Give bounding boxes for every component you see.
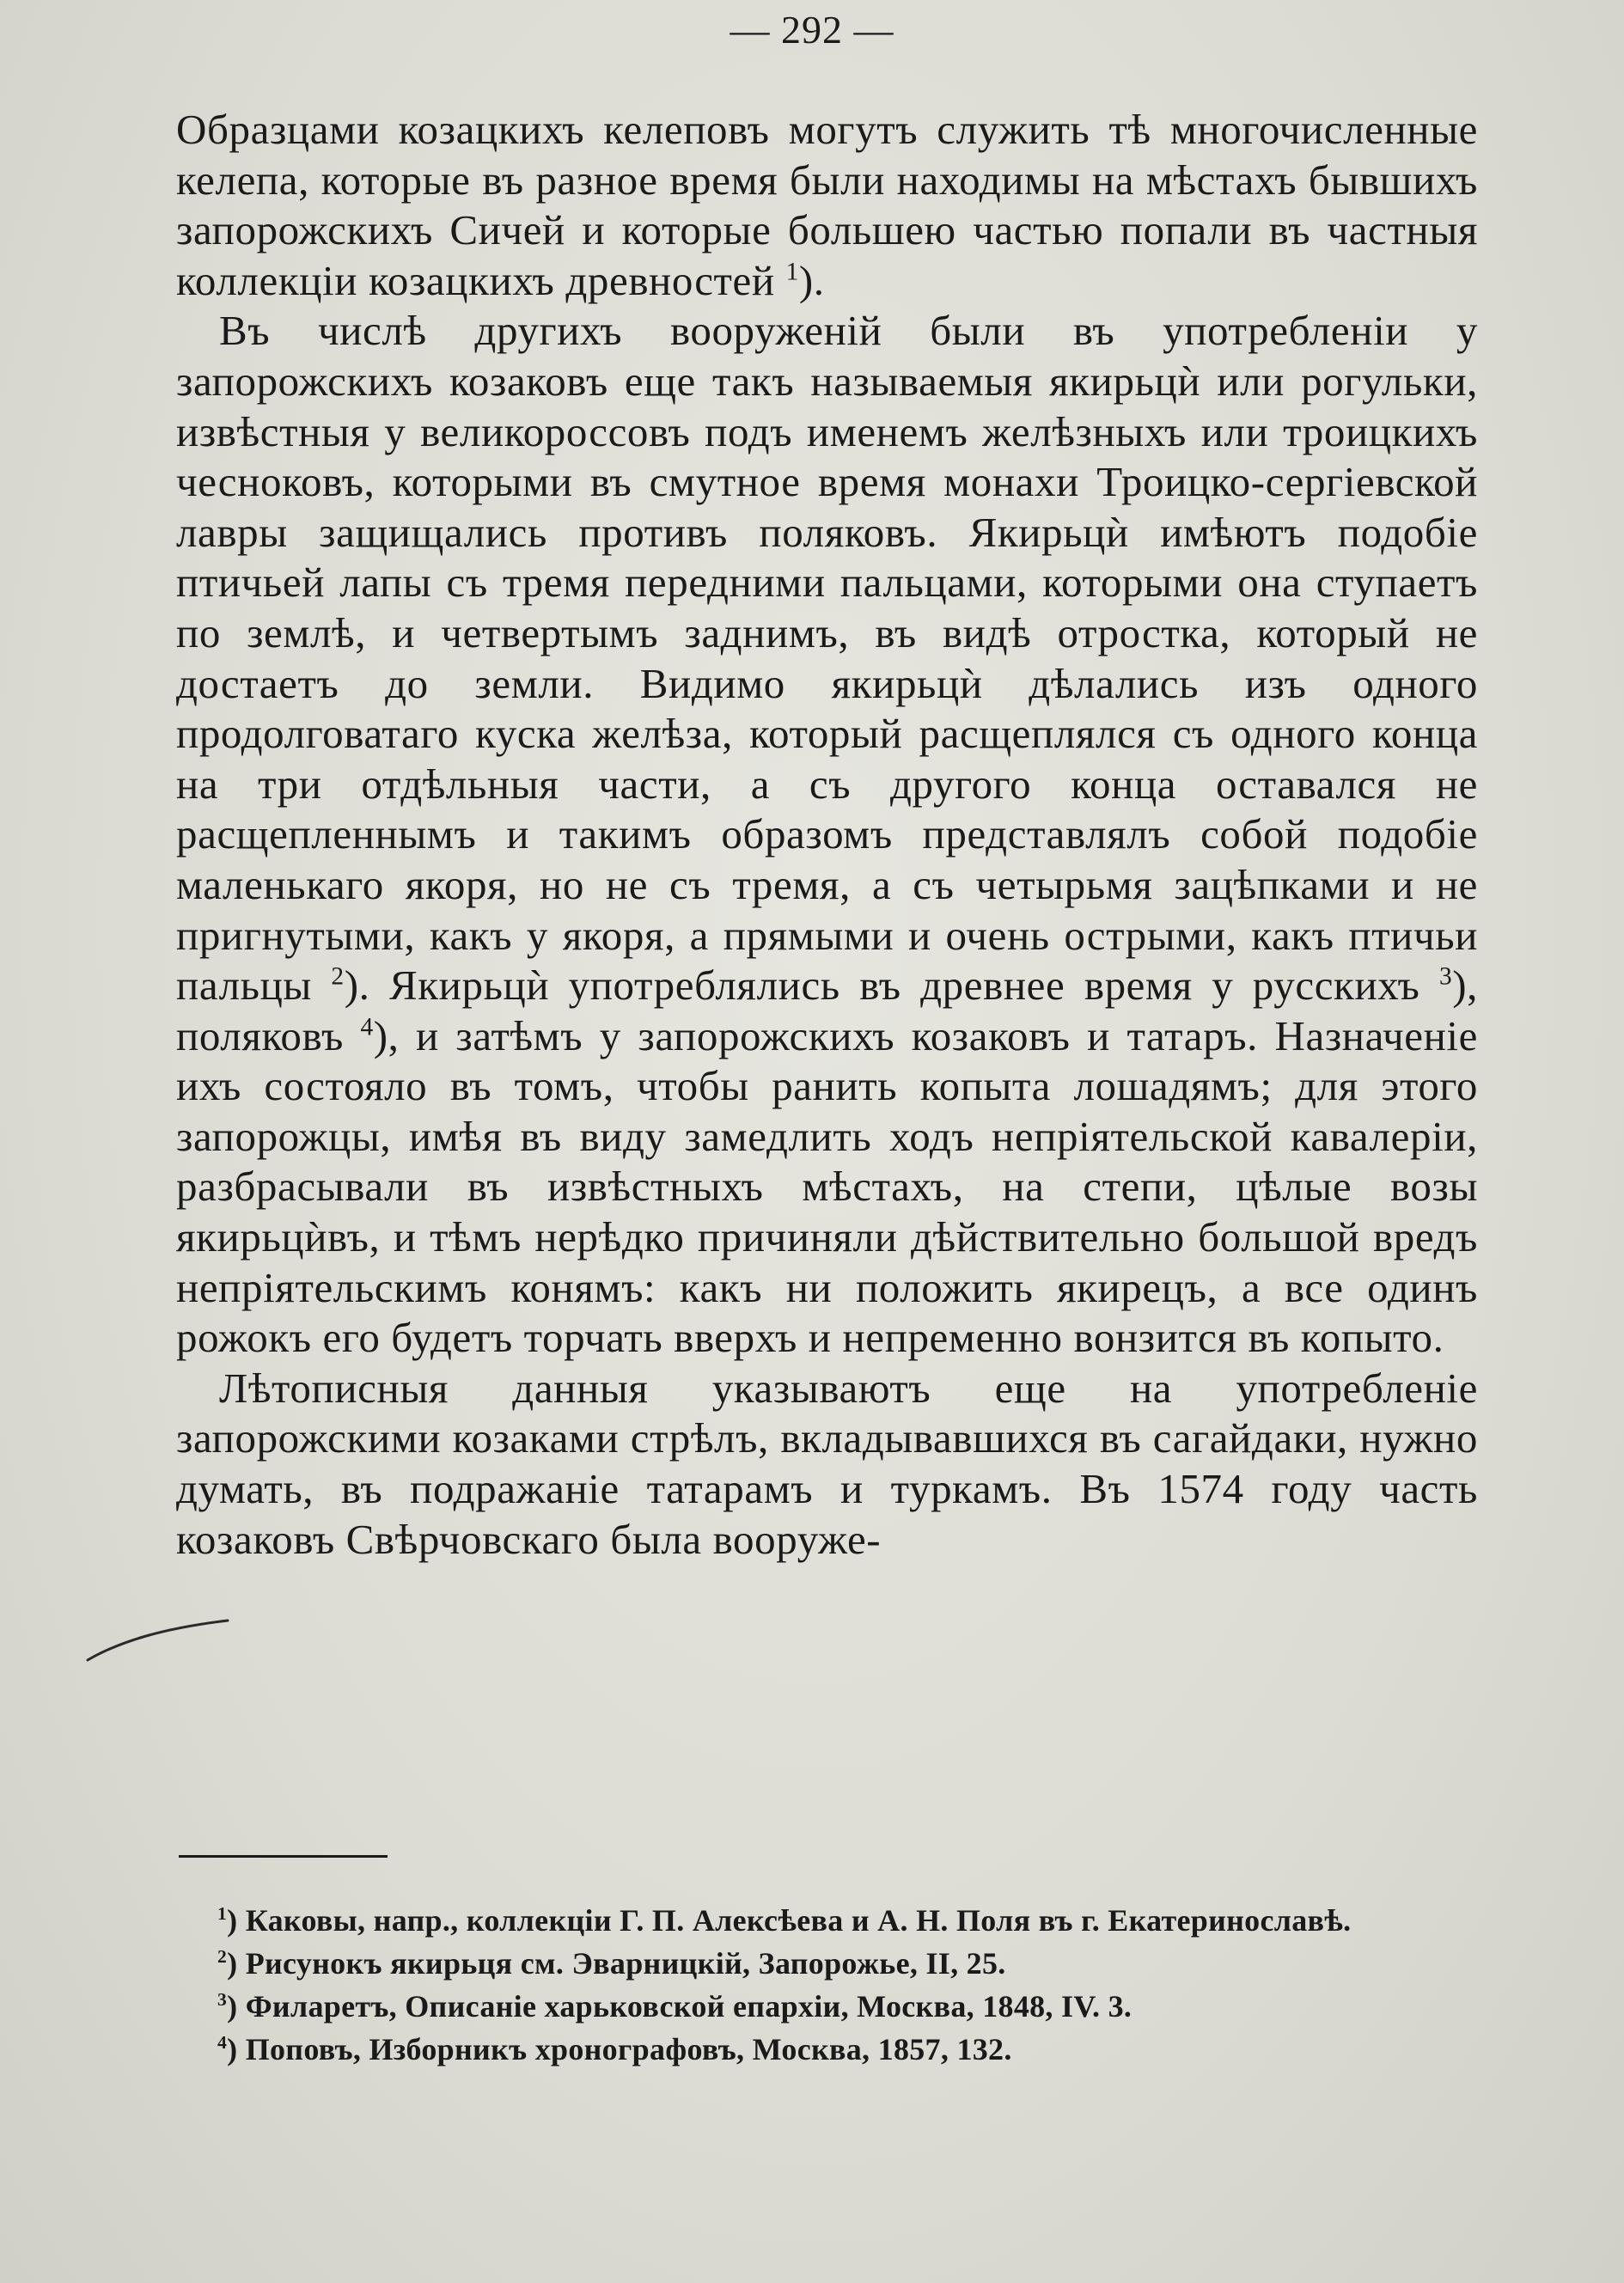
footnote-mark: 3 — [217, 1989, 228, 2010]
footnotes — [176, 1899, 1478, 2071]
paragraph-3 — [176, 1364, 1478, 1565]
paragraph-text: ). Якирьцѝ употреблялись въ древнее время у русскихъ — [344, 961, 1439, 1010]
footnote-mark: 1 — [217, 1903, 228, 1924]
footnote-separator — [179, 1855, 388, 1858]
footnote-text: Каковы, напр., коллекціи Г. П. Алексѣева и А. Н. Поля въ г. Екатеринославѣ. — [245, 1903, 1352, 1938]
footnote-ref: 3 — [1438, 962, 1453, 991]
footnote-text: Филаретъ, Описаніе харьковской епархіи, Москва, 1848, IV. 3. — [245, 1989, 1133, 2024]
pencil-margin-mark — [86, 1615, 232, 1667]
footnote-text: Рисунокъ якирьця см. Эварницкій, Запорожье, II, 25. — [245, 1946, 1006, 1981]
footnote-1: $^1$) Каковы, напр., коллекціи Г. П. Алексѣева и А. Н. Поля въ г. Екатеринославѣ. — [217, 1903, 1352, 1938]
page-number: — 292 — — [730, 8, 894, 52]
main-text — [176, 105, 1478, 1565]
footnote-ref: 4 — [360, 1013, 374, 1041]
footnote-mark: 4 — [217, 2032, 228, 2053]
footnote-ref: 1 — [785, 258, 799, 286]
footnote-mark: 2 — [217, 1946, 228, 1967]
paragraph-text: Лѣтописныя данныя указываютъ еще на употребленіе запорожскими козаками стрѣлъ, вкладывавшихся въ сагайдаки, нужно думать, въ подражаніе татарамъ и туркамъ. Въ 1574 году часть козаковъ Свѣрчовскаго была вооруже- — [176, 1364, 1478, 1563]
paragraph-1 — [176, 105, 1478, 306]
paragraph-2 — [176, 306, 1478, 1363]
paragraph-text: ), поляковъ — [176, 961, 1479, 1059]
paragraph-text: Образцами козацкихъ келеповъ могутъ служить тѣ многочисленные келепа, которые въ разное время были находимы на мѣстахъ бывшихъ запорожскихъ Сичей и которые большею частью попали въ частныя коллекціи козацкихъ древностей — [176, 106, 1478, 304]
paragraph-text: ). — [798, 256, 825, 304]
paragraph-text: Въ числѣ другихъ вооруженій были въ употребленіи у запорожскихъ козаковъ еще такъ называемыя якирьцѝ или рогульки, извѣстныя у великороссовъ подъ именемъ желѣзныхъ или троицкихъ чесноковъ, которыми въ смутное время монахи Троицко-сергіевской лавры защищались противъ поляковъ. Якирьцѝ имѣютъ подобіе птичьей лапы съ тремя передними пальцами, которыми она ступаетъ по землѣ, и четвертымъ заднимъ, въ видѣ отростка, который не достаетъ до земли. Видимо якирьцѝ дѣлались изъ одного продолговатаго куска желѣза, который расщеплялся съ одного конца на три отдѣльныя части, а съ другого конца оставался не расщепленнымъ и такимъ образомъ представлялъ собой подобіе маленькаго якоря, но не съ тремя, а съ четырьмя зацѣпками и не пригнутыми, какъ у якоря, а прямыми и очень острыми, какъ птичьи пальцы — [176, 307, 1478, 1010]
footnote-3: $^3$) Филаретъ, Описаніе харьковской епархіи, Москва, 1848, IV. 3. — [217, 1989, 1133, 2024]
footnote-text: Поповъ, Изборникъ хронографовъ, Москва, 1857, 132. — [245, 2032, 1012, 2066]
footnote-ref: 2 — [331, 962, 345, 991]
footnote-2: $^2$) Рисунокъ якирьця см. Эварницкій, Запорожье, II, 25. — [217, 1946, 1006, 1981]
paragraph-text: ), и затѣмъ у запорожскихъ козаковъ и татаръ. Назначеніе ихъ состояло въ томъ, чтобы ранить копыта лошадямъ; для этого запорожцы, имѣя въ виду замедлить ходъ непріятельской кавалеріи, разбрасывали въ извѣстныхъ мѣстахъ, на степи, цѣлые возы якирьцѝвъ, и тѣмъ нерѣдко причиняли дѣйствительно большой вредъ непріятельскимъ конямъ: какъ ни положить якирецъ, а все одинъ рожокъ его будетъ торчать вверхъ и непременно вонзится въ копыто. — [176, 1011, 1478, 1362]
footnote-4: $^4$) Поповъ, Изборникъ хронографовъ, Москва, 1857, 132. — [217, 2032, 1012, 2066]
